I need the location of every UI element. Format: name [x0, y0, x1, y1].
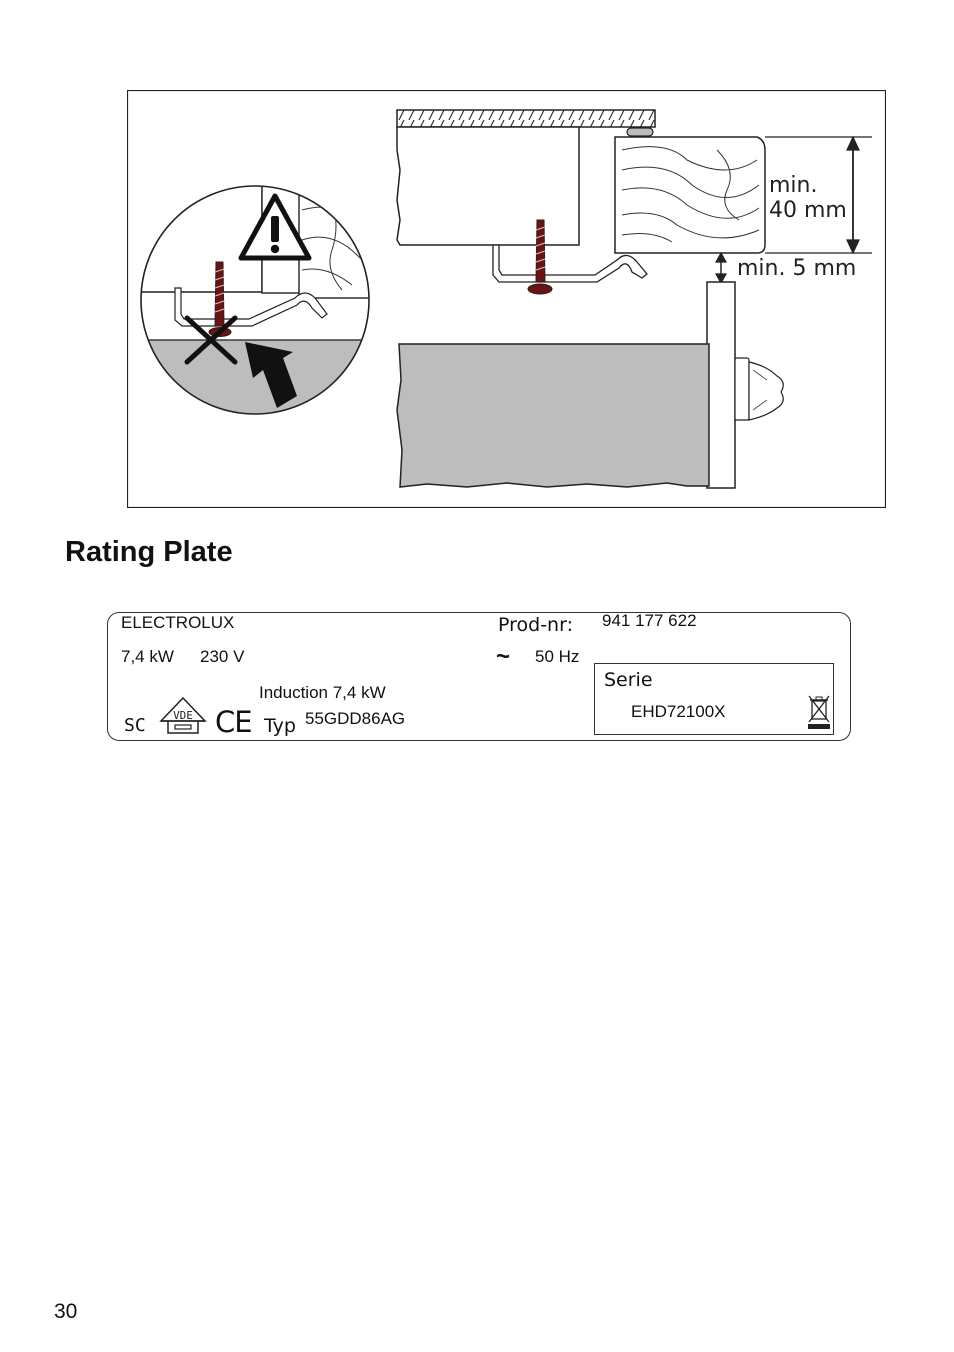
section-title: Rating Plate	[65, 536, 233, 568]
page-number: 30	[54, 1300, 78, 1323]
typ-label: Typ	[264, 715, 296, 737]
ce-mark: CE	[215, 705, 252, 739]
vde-mark-icon	[158, 695, 208, 737]
wood-panel	[615, 137, 765, 253]
voltage-rating: 230 V	[200, 647, 245, 666]
label-min-40-line1: min.	[769, 173, 818, 198]
sc-mark: SC	[124, 715, 146, 736]
installation-diagram	[127, 90, 886, 508]
serie-value: EHD72100X	[631, 702, 726, 721]
vde-letters: VDE	[173, 709, 193, 722]
typ-value: 55GDD86AG	[305, 709, 406, 728]
frequency: 50 Hz	[535, 647, 580, 666]
prod-nr-label: Prod-nr:	[498, 614, 573, 636]
brand-name: ELECTROLUX	[121, 613, 235, 632]
ac-symbol-icon: ~	[496, 643, 511, 670]
serie-label: Serie	[604, 669, 653, 691]
power-rating: 7,4 kW	[121, 647, 174, 666]
label-min-40-line2: 40 mm	[769, 198, 847, 223]
weee-bin-icon	[807, 694, 831, 730]
label-min-5: min. 5 mm	[737, 256, 857, 281]
serie-box	[594, 663, 834, 735]
prod-nr-value: 941 177 622	[602, 611, 697, 630]
induction-rating: Induction 7,4 kW	[259, 683, 386, 702]
rating-plate	[107, 612, 851, 741]
hob-body	[397, 127, 579, 245]
